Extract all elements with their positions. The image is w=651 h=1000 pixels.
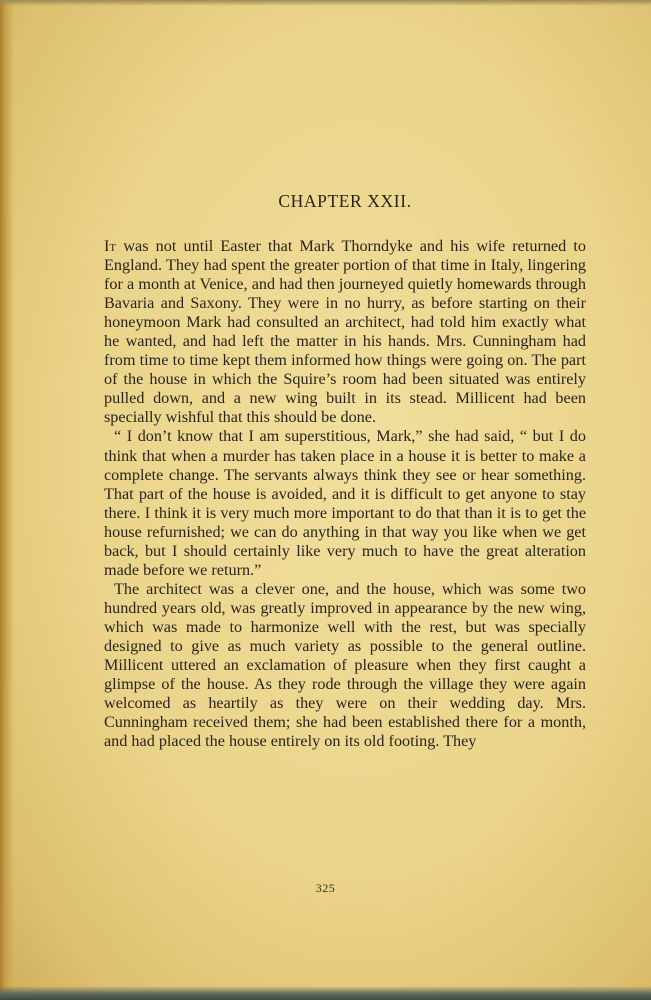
paragraph-3: The architect was a clever one, and the house, which was some two hundred years old, was greatly improved in appearance by the new wing, which was made to harmonize well with the rest, but was specially designed to give as much variety as possible to the general outline. Millicent uttered an exclamation of pleasure when they first caught a glimpse of the house. As they rode through the village they were again welcomed as heartily as they were on their wedding day. Mrs. Cunningham received them; she had been established there for a month, and had placed the house entirely on its old footing. They xyxy=(104,579,586,751)
page-number: 325 xyxy=(315,881,336,895)
page-top-edge xyxy=(0,0,651,6)
paragraph-1-text: was not until Easter that Mark Thorndyke and his wife returned to England. They had spent the greater portion of that time in Italy, lingering for a month at Venice, and had then journeyed quietly homewards through Bavaria and Saxony. They were in no hurry, as before starting on their honeymoon Mark had consulted an architect, had told him exactly what he wanted, and had left the matter in his hands. Mrs. Cunningham had from time to time kept them informed how things were going on. The part of the house in which the Squire’s room had been situated was entirely pulled down, and a new wing built in its stead. Millicent had been specially wishful that this should be done. xyxy=(104,237,586,427)
opening-word: It xyxy=(104,237,117,255)
paragraph-2: “ I don’t know that I am superstitious, Mark,” she had said, “ but I do think that when a murder has taken place in a house it is better to make a complete change. The servants always think they see or hear something. That part of the house is avoided, and it is difficult to get anyone to stay there. I think it is very much more important to do that than it is to get the house refurnished; we can do anything in that way you like when we get back, but I should certainly like very much to have the great alteration made before we return.” xyxy=(104,427,586,579)
chapter-title: CHAPTER XXII. xyxy=(278,191,412,211)
paragraph-1 xyxy=(104,237,586,427)
page-bottom-edge xyxy=(0,986,651,1000)
page-left-edge xyxy=(0,0,14,1000)
page-content xyxy=(104,183,586,751)
